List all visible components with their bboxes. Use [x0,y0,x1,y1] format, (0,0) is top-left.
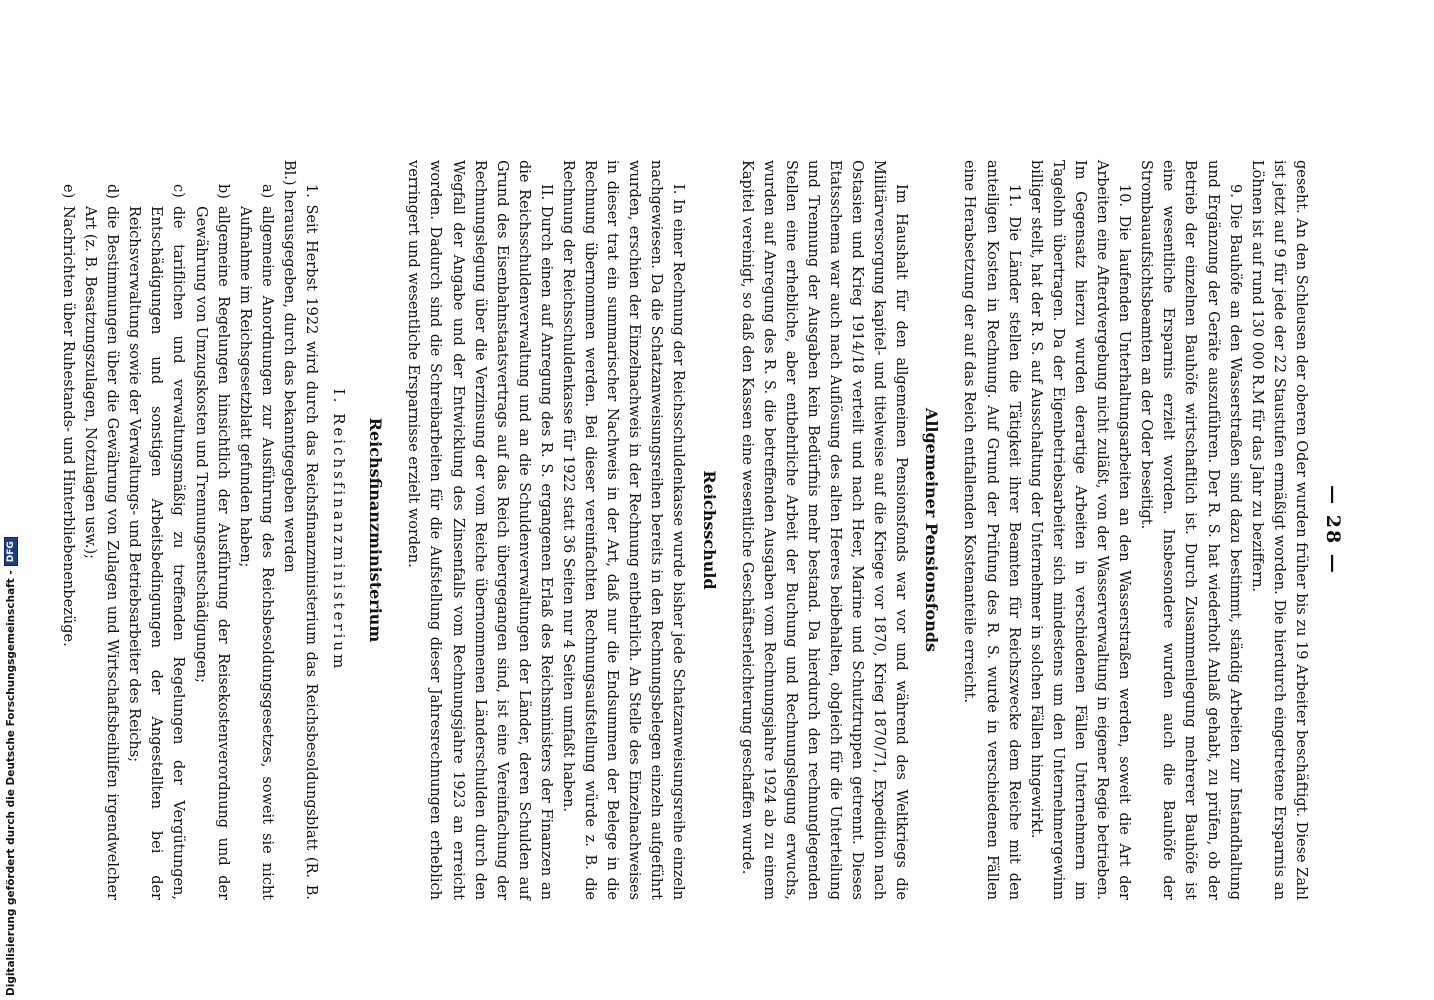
list-item-text: allgemeine Regelungen hinsichtlich der Ausführung der Reisekostenverordnung und der Gewährung von Umzugskosten und Trennungsentschädigungen; [192,206,231,900]
list-item-text: die Bestimmungen über die Gewährung von Zulagen und Wirtschaftsbeihilfen irgendwelcher Art (z. B. Besatzungszulagen, Notzulagen usw.); [82,206,121,900]
list-item-text: die tariflichen und verwaltungsmäßig zu treffenden Regelungen der Vergütungen, Entschädigungen und sonstigen Arbeitsbedingungen der Angestellten bei der Reichsverwaltung sowie der Verwaltungs- und Betriebsarbeiter des Reichs; [126,206,187,900]
subheading-finance-ministry: I. Reichsfinanzministerium [330,388,349,672]
list-item-text: allgemeine Anordnungen zur Ausführung des Reichsbesoldungsgesetzes, soweit sie nicht Aufnahme im Reichsgesetzblatt gefunden haben; [236,206,275,900]
paragraph-pension-fund: Im Haushalt für den allgemeinen Pensionsfonds war vor und während des Weltkriegs die Militärversorgung kapitel- und titelweise auf die Kriege vor 1870, Krieg 1870/71, Expedition nach Ostasien und Krieg 1914/18 verteilt und nach Heer, Marine und Schutztruppen getrennt. Dieses Etatsschema war auch nach Auflösung des alten Heeres beibehalten, obgleich für die Unterteilung und Trennung der Ausgaben kein Bedürfnis mehr bestand. Da hierdurch den rechnunglegenden Stellen eine erhebliche, aber entbehrliche Arbeit der Buchung und Rechnungslegung erwuchs, wurden auf Anregung des R. S. die betreffenden Ausgaben vom Rechnungsjahre 1924 ab zu einem Kapitel vereinigt, so daß den Kassen eine wesentliche Geschäftserleichterung geschaffen wurde. [738,160,910,900]
paragraph-10: 10. Die laufenden Unterhaltungsarbeiten an den Wasserstraßen werden, soweit die Art der Arbeiten eine Afterdvergebung nicht zuläßt, von der Wasserverwaltung in eigener Regie betrieben. Im Gegensatz hierzu wurden derartige Arbeiten in verschiedenen Fällen Unternehmern im Tagelohn übertragen. Da der Eigenbetriebsarbeiter sich mindestens um den Unternehmergewinn billiger stellt, hat der R. S. auf Ausschaltung der Unternehmer in solchen Fällen hingewirkt. [1027,160,1133,900]
footer-strip [0,0,26,1000]
list-item-label: b) [214,184,231,199]
list-item-label: a) [258,184,275,199]
page-number: — 28 — [1322,485,1344,575]
footer-credit [4,541,18,996]
list-item [190,184,234,900]
footer-credit-text: Digitalisierung gefördert durch die Deutsche Forschungsgemeinschaft - [5,570,17,996]
list-item [123,184,189,900]
paragraph-debt-1: I. In einer Rechnung der Reichsschuldenkasse wurde bisher jede Schatzanweisungsreihe einzeln nachgewiesen. Da die Schatzanweisungsreihen bereits in den Rechnungsbelegen einzeln aufgeführt wurden, erschien der Einzelnachweis in der Rechnung entbehrlich. An Stelle des Einzelnachweises in dieser trat ein summarischer Nachweis in der Art, daß nur die Endsummen der Belege in die Rechnung übernommen werden. Bei dieser vereinfachten Rechnungsaufstellung würde z. B. die Rechnung der Reichsschuldenkasse für 1922 statt 36 Seiten nur 4 Seiten umfaßt haben. [560,160,687,900]
enumerated-list [57,160,278,900]
dfg-logo-icon: DFG [4,537,18,566]
list-item-label: e) [60,184,77,199]
list-item [79,184,123,900]
paragraph-continuation: geseht. An den Schleusen der oberen Oder wurden früher bis zu 19 Arbeiter beschäftigt. Diese Zahl ist jetzt auf 9 für jede der 22 Staustufen ermäßigt worden. Die hierdurch eingetretene Ersparnis an Löhnen ist auf rund 130 000 R.M für das Jahr zu beziffern. [1248,160,1309,900]
list-item [57,184,79,900]
heading-finance-ministry: Reichsfinanzministerium [366,417,386,643]
heading-reichsschuld: Reichsschuld [699,470,719,590]
document-body [57,160,1344,900]
paragraph-11: 11. Die Länder stellen die Tätigkeit ihrer Beamten für Reichszwecke dem Reiche mit den anteiligen Kosten in Rechnung. Auf Grund der Prüfung des R. S. wurde in verschiedenen Fällen eine Herabsetzung der auf das Reich entfallenden Kostenanteile erreicht. [961,160,1022,900]
list-item-text: Nachrichten über Ruhestands- und Hinterbliebenenbezüge. [60,206,77,647]
paragraph-debt-2: II. Durch einen auf Anregung des R. S. ergangenen Erlaß des Reichsministers der Finanzen an die Reichsschuldenverwaltung und an die Schuldenverwaltungen der Länder, deren Schulden auf Grund des Eisenbahnstaatsvertrags auf das Reich übergegangen sind, ist eine Vereinfachung der Rechnungslegung über die Verzinsung der vom Reiche übernommenen Länderschulden durch den Wegfall der Angabe und der Entwicklung des Zinsenfalls vom Rechnungsjahre 1923 an erreicht worden. Dadurch sind die Schreibarbeiten für die Aufstellung dieser Jahresrechnungen erheblich verringert und wesentliche Ersparnisse erzielt worden. [405,160,554,900]
heading-pension-fund: Allgemeiner Pensionsfonds [922,407,942,653]
paragraph-9: 9. Die Bauhöfe an den Wasserstraßen sind dazu bestimmt, ständig Arbeiten zur Instandhaltung und Ergänzung der Geräte auszuführen. Der R. S. hat wiederholt Anlaß gehabt, zu prüfen, ob der Betrieb der einzelnen Bauhöfe wirtschaftlich ist. Durch Zusammenlegung mehrerer Bauhöfe ist eine wesentliche Ersparnis erzielt worden. Insbesondere wurden auch die Bauhöfe der Strombauaufsichtsbeamten an der Oder beseitigt. [1138,160,1243,900]
paragraph-ministry-1: 1. Seit Herbst 1922 wird durch das Reichsfinanzministerium das Reichsbesoldungsblatt (R. B. Bl.) herausgegeben, durch das bekanntgegeben werden [280,160,320,900]
list-item [234,184,278,900]
list-item-label: c) [170,184,187,198]
list-item-label: d) [104,184,121,199]
